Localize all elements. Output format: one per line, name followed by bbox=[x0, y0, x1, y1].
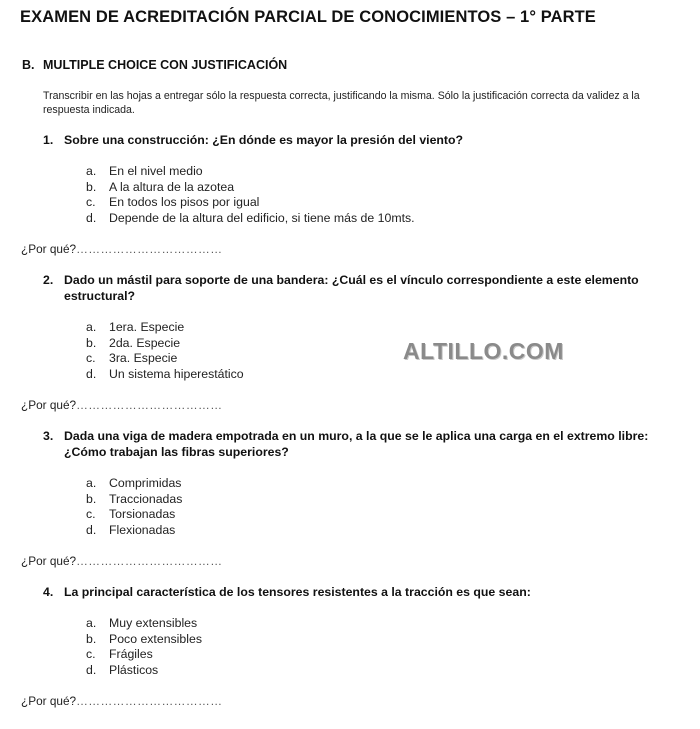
question-1 bbox=[43, 132, 663, 148]
option-4b bbox=[86, 632, 202, 648]
option-4c bbox=[86, 647, 202, 663]
options-list-2 bbox=[86, 320, 244, 382]
option-2d bbox=[86, 367, 244, 383]
option-text: Frágiles bbox=[109, 647, 153, 662]
option-text: Traccionadas bbox=[109, 491, 183, 506]
option-4a bbox=[86, 616, 202, 632]
option-letter: c. bbox=[86, 351, 96, 366]
why-prompt-3 bbox=[21, 554, 222, 568]
option-text: 3ra. Especie bbox=[109, 351, 178, 366]
option-text: Torsionadas bbox=[109, 507, 176, 522]
option-letter: c. bbox=[86, 647, 96, 662]
question-3 bbox=[43, 428, 663, 460]
page-title: EXAMEN DE ACREDITACIÓN PARCIAL DE CONOCIMIENTOS – 1° PARTE bbox=[20, 8, 596, 26]
answer-blank-line: ……………………………… bbox=[76, 242, 223, 256]
section-heading bbox=[22, 58, 287, 72]
option-1b bbox=[86, 180, 415, 196]
option-3b bbox=[86, 492, 182, 508]
question-number: 2. bbox=[43, 273, 54, 287]
question-text: Dado un mástil para soporte de una bandera: ¿Cuál es el vínculo correspondiente a este elemento estructural? bbox=[64, 273, 639, 303]
option-letter: a. bbox=[86, 616, 97, 630]
option-letter: d. bbox=[86, 366, 97, 381]
question-text: La principal característica de los tensores resistentes a la tracción es que sean: bbox=[64, 585, 531, 599]
option-text: 1era. Especie bbox=[109, 320, 185, 334]
option-text: En el nivel medio bbox=[109, 164, 203, 178]
option-3a bbox=[86, 476, 182, 492]
option-text: Un sistema hiperestático bbox=[109, 366, 244, 381]
option-letter: b. bbox=[86, 335, 97, 350]
question-4 bbox=[43, 584, 663, 600]
option-text: Depende de la altura del edificio, si tiene más de 10mts. bbox=[109, 210, 415, 225]
option-4d bbox=[86, 663, 202, 679]
instructions-text: Transcribir en las hojas a entregar sólo la respuesta correcta, justificando la misma. Sólo la justificación correcta da validez a la respuesta indicada. bbox=[43, 90, 640, 116]
option-text: Poco extensibles bbox=[109, 631, 202, 646]
options-list-4 bbox=[86, 616, 202, 678]
option-1c bbox=[86, 195, 415, 211]
option-letter: a. bbox=[86, 320, 97, 334]
option-2a bbox=[86, 320, 244, 336]
option-3d bbox=[86, 523, 182, 539]
option-letter: c. bbox=[86, 195, 96, 210]
why-label: ¿Por qué? bbox=[21, 398, 77, 412]
question-text: Dada una viga de madera empotrada en un muro, a la que se le aplica una carga en el extremo libre: ¿Cómo trabajan las fibras superiores? bbox=[64, 429, 649, 459]
option-1d bbox=[86, 211, 415, 227]
option-letter: d. bbox=[86, 522, 97, 537]
option-letter: c. bbox=[86, 507, 96, 522]
option-letter: a. bbox=[86, 476, 97, 490]
option-3c bbox=[86, 507, 182, 523]
option-letter: a. bbox=[86, 164, 97, 178]
option-text: 2da. Especie bbox=[109, 335, 181, 350]
question-number: 4. bbox=[43, 585, 54, 599]
option-text: Comprimidas bbox=[109, 476, 182, 490]
option-letter: b. bbox=[86, 179, 97, 194]
answer-blank-line: ……………………………… bbox=[76, 694, 223, 708]
why-label: ¿Por qué? bbox=[21, 242, 77, 256]
why-prompt-4 bbox=[21, 694, 222, 708]
option-letter: d. bbox=[86, 210, 97, 225]
option-text: En todos los pisos por igual bbox=[109, 195, 260, 210]
why-prompt-2 bbox=[21, 398, 222, 412]
question-number: 1. bbox=[43, 133, 54, 147]
option-letter: b. bbox=[86, 491, 97, 506]
option-text: A la altura de la azotea bbox=[109, 179, 235, 194]
section-title: MULTIPLE CHOICE CON JUSTIFICACIÓN bbox=[43, 58, 288, 72]
why-label: ¿Por qué? bbox=[21, 694, 77, 708]
watermark-logo: ALTILLO.COM bbox=[403, 338, 564, 364]
answer-blank-line: ……………………………… bbox=[76, 554, 223, 568]
option-2c bbox=[86, 351, 244, 367]
option-text: Flexionadas bbox=[109, 522, 176, 537]
option-text: Plásticos bbox=[109, 662, 159, 677]
answer-blank-line: ……………………………… bbox=[76, 398, 223, 412]
question-2 bbox=[43, 272, 663, 304]
option-letter: b. bbox=[86, 631, 97, 646]
options-list-1 bbox=[86, 164, 415, 226]
option-text: Muy extensibles bbox=[109, 616, 198, 630]
why-prompt-1 bbox=[21, 242, 222, 256]
option-1a bbox=[86, 164, 415, 180]
question-number: 3. bbox=[43, 429, 54, 443]
section-letter: B. bbox=[22, 58, 35, 72]
question-text: Sobre una construcción: ¿En dónde es mayor la presión del viento? bbox=[64, 133, 464, 147]
option-2b bbox=[86, 336, 244, 352]
why-label: ¿Por qué? bbox=[21, 554, 77, 568]
option-letter: d. bbox=[86, 662, 97, 677]
options-list-3 bbox=[86, 476, 182, 538]
